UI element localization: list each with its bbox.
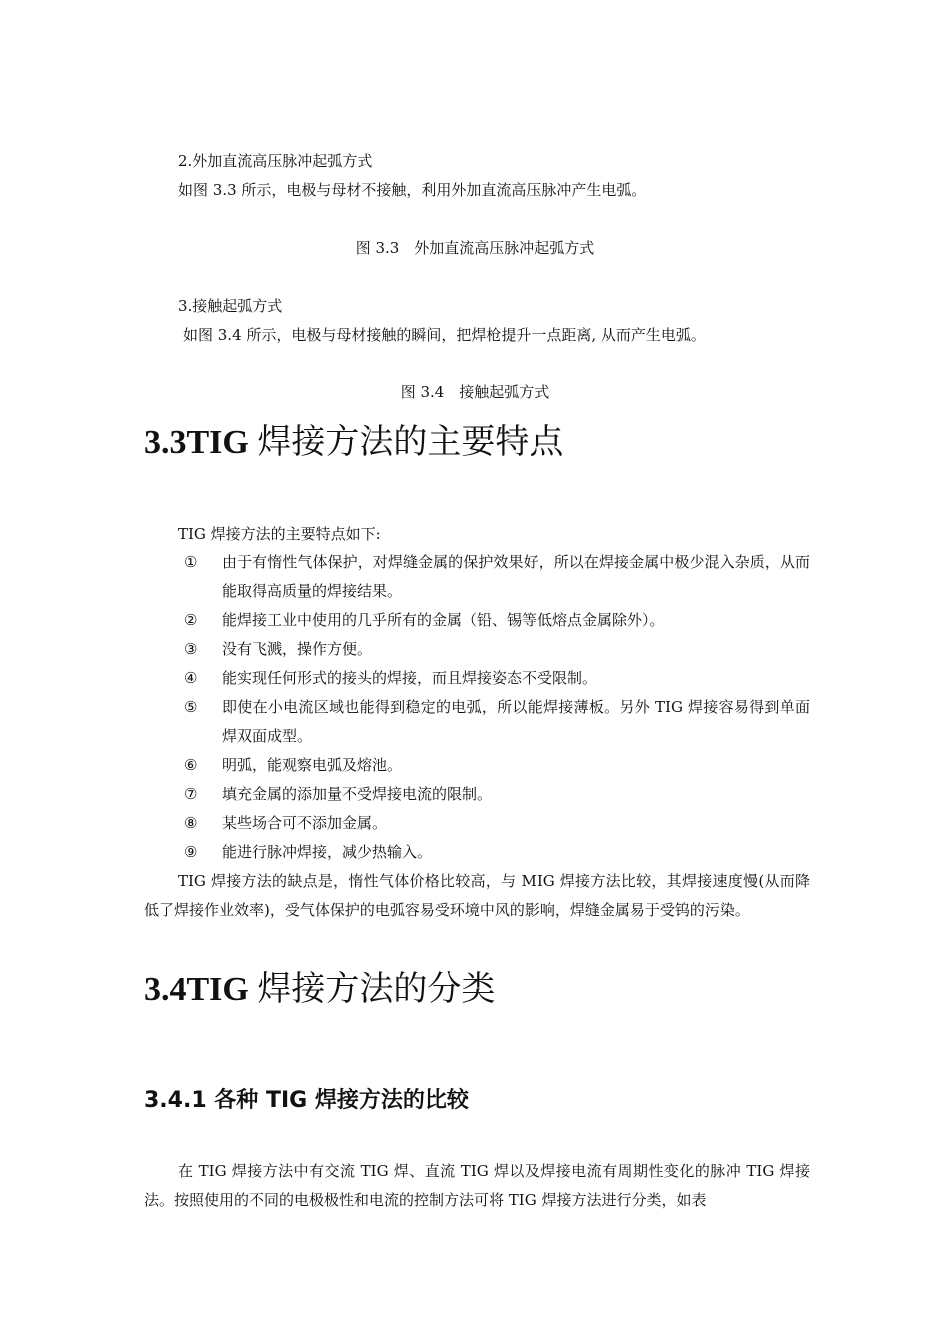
feature-item	[184, 838, 810, 867]
figure-3-3-caption: 图 3.3 外加直流高压脉冲起弧方式	[355, 239, 595, 257]
paragraph-3-4-1: 在 TIG 焊接方法中有交流 TIG 焊、直流 TIG 焊以及焊接电流有周期性变化的脉冲 TIG 焊接法。按照使用的不同的电极极性和电流的控制方法可将 TIG 焊接方法进行分类，如表	[144, 1162, 810, 1209]
feature-item	[184, 606, 810, 635]
heading-3-3-number: 3.3TIG	[144, 424, 249, 461]
feature-text: 能焊接工业中使用的几乎所有的金属（铅、锡等低熔点金属除外）。	[222, 611, 665, 629]
feature-marker: ②	[184, 611, 198, 629]
heading-3-4	[144, 968, 495, 1012]
feature-marker: ③	[184, 640, 198, 658]
heading-3-3-title: 焊接方法的主要特点	[248, 424, 564, 461]
feature-text: 填充金属的添加量不受焊接电流的限制。	[222, 785, 493, 803]
feature-marker: ⑧	[184, 814, 198, 832]
features-intro: TIG 焊接方法的主要特点如下:	[178, 525, 381, 543]
feature-marker: ①	[184, 553, 198, 571]
feature-marker: ⑥	[184, 756, 198, 774]
feature-text: 没有飞溅，操作方便。	[222, 640, 373, 658]
section-2-text: 如图 3.3 所示，电极与母材不接触，利用外加直流高压脉冲产生电弧。	[178, 181, 647, 199]
feature-marker: ⑦	[184, 785, 198, 803]
section-3-text: 如图 3.4 所示，电极与母材接触的瞬间，把焊枪提升一点距离, 从而产生电弧。	[183, 326, 706, 344]
heading-3-3	[144, 421, 563, 465]
feature-text: 能实现任何形式的接头的焊接，而且焊接姿态不受限制。	[222, 669, 598, 687]
feature-text: 明弧，能观察电弧及熔池。	[222, 756, 403, 774]
feature-item	[184, 548, 810, 606]
section-3-heading: 3.接触起弧方式	[178, 297, 283, 315]
feature-text: 能进行脉冲焊接，减少热输入。	[222, 843, 433, 861]
feature-text: 某些场合可不添加金属。	[222, 814, 388, 832]
feature-text: 即使在小电流区域也能得到稳定的电弧，所以能焊接薄板。另外 TIG 焊接容易得到单面焊双面成型。	[222, 698, 810, 745]
feature-item	[184, 780, 810, 809]
heading-3-4-1: 3.4.1 各种 TIG 焊接方法的比较	[144, 1088, 469, 1113]
feature-text: 由于有惰性气体保护，对焊缝金属的保护效果好，所以在焊接金属中极少混入杂质，从而能取得高质量的焊接结果。	[222, 553, 810, 600]
section-2-heading: 2.外加直流高压脉冲起弧方式	[178, 152, 373, 170]
drawbacks-paragraph: TIG 焊接方法的缺点是，惰性气体价格比较高，与 MIG 焊接方法比较，其焊接速度慢(从而降低了焊接作业效率)，受气体保护的电弧容易受环境中风的影响，焊缝金属易于受钨的污染。	[144, 872, 810, 919]
heading-3-4-title: 焊接方法的分类	[248, 971, 496, 1008]
feature-item	[184, 751, 810, 780]
feature-item	[184, 664, 810, 693]
feature-item	[184, 693, 810, 751]
feature-item	[184, 635, 810, 664]
feature-marker: ④	[184, 669, 198, 687]
feature-marker: ⑨	[184, 843, 198, 861]
heading-3-4-number: 3.4TIG	[144, 971, 249, 1008]
figure-3-4-caption: 图 3.4 接触起弧方式	[400, 383, 550, 401]
feature-item	[184, 809, 810, 838]
feature-marker: ⑤	[184, 698, 198, 716]
